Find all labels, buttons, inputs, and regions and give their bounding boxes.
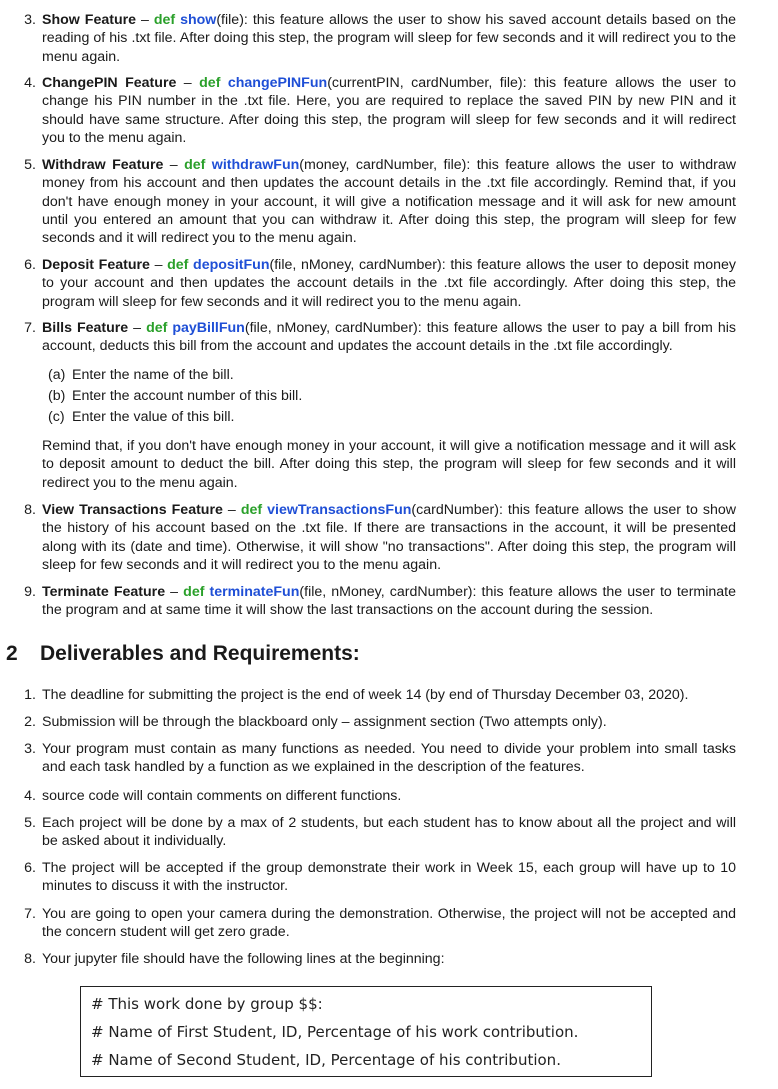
feature-item [20, 74, 736, 147]
def-keyword: def [153, 12, 176, 28]
function-name: show [180, 12, 217, 28]
feature-item [20, 583, 736, 620]
bill-step [48, 387, 728, 405]
feature-description: : this feature allows the user to withdraw money from his account and then updates the account details in the .txt file accordingly. Remind that, if you don't have enough money in your account, it will give a notification message and it will ask for new amount until you entered an amount that you can withdraw it. After doing this step, the program will sleep for few seconds and it will redirect you to the menu again. [42, 157, 736, 247]
function-name: viewTransactionsFun [267, 502, 412, 518]
requirement-text: You are going to open your camera during the demonstration. Otherwise, the project will not be accepted and the concern student will get zero grade. [42, 906, 736, 941]
item-number: 4. [24, 75, 36, 91]
function-args: (cardNumber) [411, 502, 499, 518]
item-number: 8. [24, 502, 36, 518]
step-label: (b) [48, 388, 66, 404]
def-keyword: def [184, 157, 206, 173]
feature-description: : this feature allows the user to pay a bill from his account, deducts this bill from the account and updates the account details in the .txt file accordingly. [42, 320, 736, 355]
step-text: Enter the account number of this bill. [72, 388, 303, 404]
requirement-item [20, 686, 736, 704]
feature-title: ChangePIN Feature [42, 75, 177, 91]
item-number: 3. [24, 741, 36, 757]
function-name: depositFun [193, 257, 270, 273]
requirement-item [20, 713, 736, 731]
item-number: 7. [24, 320, 36, 336]
step-text: Enter the value of this bill. [72, 409, 235, 425]
feature-title: View Transactions Feature [42, 502, 223, 518]
function-name: payBillFun [172, 320, 245, 336]
function-args: (currentPIN, cardNumber, file) [327, 75, 523, 91]
item-number: 9. [24, 584, 36, 600]
feature-description: : this feature allows the user to terminate the program and at same time it will show the last transactions on the account during the session. [42, 584, 737, 619]
feature-title: Bills Feature [42, 320, 129, 336]
dash: – [128, 320, 147, 336]
feature-item [20, 11, 736, 66]
item-number: 8. [24, 951, 36, 967]
function-name: withdrawFun [211, 157, 300, 173]
function-args: (file, nMoney, cardNumber) [244, 320, 418, 336]
function-args: (file) [216, 12, 244, 28]
section-title: Deliverables and Requirements: [40, 642, 360, 665]
feature-item [20, 256, 736, 311]
dash: – [222, 502, 241, 518]
item-number: 3. [24, 12, 36, 28]
dash: – [165, 584, 184, 600]
def-keyword: def [146, 320, 168, 336]
requirement-text: Your jupyter file should have the following lines at the beginning: [42, 951, 445, 967]
function-name: changePINFun [227, 75, 328, 91]
requirement-text: Each project will be done by a max of 2 students, but each student has to know about all the project and will be asked about it individually. [42, 815, 736, 850]
item-number: 1. [24, 687, 36, 703]
feature-title: Terminate Feature [42, 584, 166, 600]
requirement-text: The project will be accepted if the group demonstrate their work in Week 15, each group will have up to 10 minutes to discuss it with the instructor. [42, 860, 736, 895]
feature-item [20, 501, 736, 574]
section-number: 2 [6, 642, 18, 665]
step-label: (c) [48, 409, 65, 425]
feature-description: : this feature allows the user to show his saved account details based on the reading of his .txt file. After doing this step, the program will sleep for few seconds and it will redirect you to the menu again. [42, 12, 736, 65]
step-label: (a) [48, 367, 66, 383]
item-number: 5. [24, 157, 36, 173]
item-number: 4. [24, 788, 36, 804]
feature-title: Show Feature [42, 12, 137, 28]
feature-title: Deposit Feature [42, 257, 150, 273]
item-number: 6. [24, 860, 36, 876]
requirement-item [20, 950, 736, 968]
function-args: (money, cardNumber, file) [299, 157, 467, 173]
code-line: # Name of Second Student, ID, Percentage of his contribution. [91, 1051, 561, 1069]
dash: – [163, 157, 185, 173]
function-name: terminateFun [209, 584, 300, 600]
function-args: (file, nMoney, cardNumber) [299, 584, 473, 600]
def-keyword: def [199, 75, 221, 91]
feature-title: Withdraw Feature [42, 157, 164, 173]
item-number: 2. [24, 714, 36, 730]
requirement-text: Your program must contain as many functions as needed. You need to divide your problem into small tasks and each task handled by a function as we explained in the description of the features. [42, 741, 736, 776]
dash: – [176, 75, 200, 91]
feature-description: : this feature allows the user to deposit money to your account and then updates the account details in the .txt file accordingly. After doing this step, the program will sleep for few seconds and it will redirect you to the menu again. [42, 257, 737, 310]
step-text: Enter the name of the bill. [72, 367, 234, 383]
dash: – [136, 12, 154, 28]
def-keyword: def [240, 502, 263, 518]
bill-remind-paragraph: Remind that, if you don't have enough money in your account, it will give a notification message and it will ask to deposit amount to deduct the bill. After doing this step, the program will sleep for few seconds and it will redirect you to the menu again. [42, 438, 736, 491]
code-line: # Name of First Student, ID, Percentage of his work contribution. [91, 1023, 579, 1041]
requirement-item [20, 787, 736, 805]
def-keyword: def [183, 584, 205, 600]
def-keyword: def [167, 257, 189, 273]
requirement-item [20, 859, 736, 896]
requirement-item [20, 740, 736, 777]
feature-description: : this feature allows the user to change his PIN number in the .txt file. Here, you are required to replace the saved PIN by new PIN and it should have same structure. After doing this step, the program will sleep for few seconds and it will redirect you to the menu again. [42, 75, 736, 146]
requirement-text: The deadline for submitting the project is the end of week 14 (by end of Thursday December 03, 2020). [42, 687, 689, 703]
function-args: (file, nMoney, cardNumber) [269, 257, 442, 273]
bill-step [48, 408, 728, 426]
dash: – [149, 257, 168, 273]
item-number: 5. [24, 815, 36, 831]
feature-item [20, 156, 736, 247]
requirement-text: Submission will be through the blackboard only – assignment section (Two attempts only). [42, 714, 607, 730]
section-heading [6, 642, 360, 666]
feature-item [20, 319, 736, 356]
feature-description: : this feature allows the user to show the history of his account based on the .txt file. If there are transactions in the account, it will be presented along with its (date and time). Otherwise, it will show "no transactions". After doing this step, the program will sleep for few seconds and it will redirect you to the menu again. [42, 502, 736, 573]
code-box [80, 986, 652, 1077]
code-line: # This work done by group $$: [91, 995, 323, 1013]
bill-step [48, 366, 728, 384]
item-number: 6. [24, 257, 36, 273]
requirement-text: source code will contain comments on different functions. [42, 788, 402, 804]
requirement-item [20, 814, 736, 851]
item-number: 7. [24, 906, 36, 922]
requirement-item [20, 905, 736, 942]
